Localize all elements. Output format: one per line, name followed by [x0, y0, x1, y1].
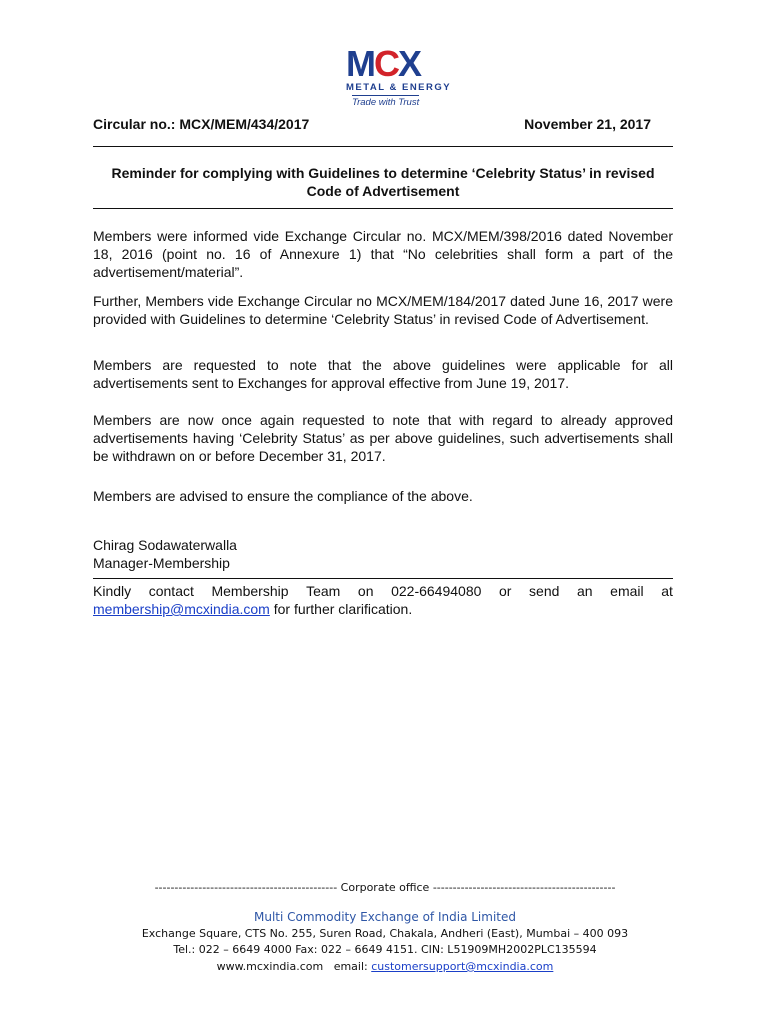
- body-paragraph-4: Members are now once again requested to note that with regard to already approved advertisements having ‘Celebrity Status’ as per above guidelines, such advertisements shall be withdrawn on or before December 31, 2017.: [93, 412, 673, 464]
- footer-email-label: email:: [333, 960, 368, 973]
- circular-number: Circular no.: MCX/MEM/434/2017: [93, 116, 310, 132]
- signatory-name: Chirag Sodawaterwalla: [93, 537, 237, 553]
- contact-word: on: [357, 583, 374, 599]
- footer-support-email-link[interactable]: customersupport@mcxindia.com: [371, 960, 554, 973]
- signatory-designation: Manager-Membership: [93, 555, 230, 571]
- contact-word: an: [577, 583, 593, 599]
- circular-title: Reminder for complying with Guidelines to determine ‘Celebrity Status’ in revised Code of Advertisement: [111, 165, 655, 199]
- body-paragraph-2: Further, Members vide Exchange Circular no MCX/MEM/184/2017 dated June 16, 2017 were provided with Guidelines to determine ‘Celebrity Status’ in revised Code of Advertisement.: [93, 293, 673, 327]
- contact-word: Team: [306, 583, 341, 599]
- contact-word: email: [610, 583, 644, 599]
- logo-mark: [346, 44, 420, 84]
- mcx-logo: [340, 43, 452, 114]
- footer-web-email: [60, 960, 710, 973]
- contact-line-1: [93, 582, 673, 600]
- contact-word: or: [499, 583, 512, 599]
- contact-word: send: [529, 583, 560, 599]
- contact-word: at: [661, 583, 673, 599]
- divider-signature: [93, 578, 673, 579]
- contact-suffix: for further clarification.: [269, 601, 413, 617]
- contact-note: [93, 582, 673, 618]
- footer-company-name: Multi Commodity Exchange of India Limited: [253, 910, 516, 924]
- footer-corporate-office-divider: ---------------------------------------------- Corporate office ----------------------------------------------: [154, 881, 616, 894]
- divider-title: [93, 208, 673, 209]
- signature-block: [93, 536, 673, 572]
- body-paragraph-3: Members are requested to note that the above guidelines were applicable for all advertisements sent to Exchanges for approval effective from June 19, 2017.: [93, 357, 673, 391]
- logo-tagline-text: Trade with Trust: [352, 97, 420, 108]
- logo-tagline-2: [352, 97, 419, 108]
- logo-tagline-1: METAL & ENERGY: [346, 82, 452, 93]
- footer-tel-fax-cin: Tel.: 022 – 6649 4000 Fax: 022 – 6649 4151. CIN: L51909MH2002PLC135594: [173, 943, 597, 956]
- logo-letter-c: C: [374, 43, 398, 84]
- divider-top: [93, 146, 673, 147]
- logo-letter-m: M: [346, 43, 374, 84]
- contact-line-2: [93, 600, 673, 618]
- body-paragraph-1: Members were informed vide Exchange Circular no. MCX/MEM/398/2016 dated November 18, 2016 (point no. 16 of Annexure 1) that “No celebrities shall form a part of the advertisement/material”.: [93, 228, 673, 280]
- contact-word: Kindly: [93, 583, 132, 599]
- contact-word: contact: [148, 583, 194, 599]
- membership-email-link[interactable]: membership@mcxindia.com: [93, 601, 270, 617]
- logo-letter-x: X: [398, 43, 421, 84]
- body-paragraph-5: Members are advised to ensure the compliance of the above.: [93, 488, 473, 504]
- circular-date: November 21, 2017: [524, 116, 651, 132]
- contact-phone: 022-66494080: [391, 583, 482, 599]
- footer-website: www.mcxindia.com: [216, 960, 324, 973]
- footer-address: Exchange Square, CTS No. 255, Suren Road, Chakala, Andheri (East), Mumbai – 400 093: [141, 927, 629, 940]
- contact-word: Membership: [211, 583, 289, 599]
